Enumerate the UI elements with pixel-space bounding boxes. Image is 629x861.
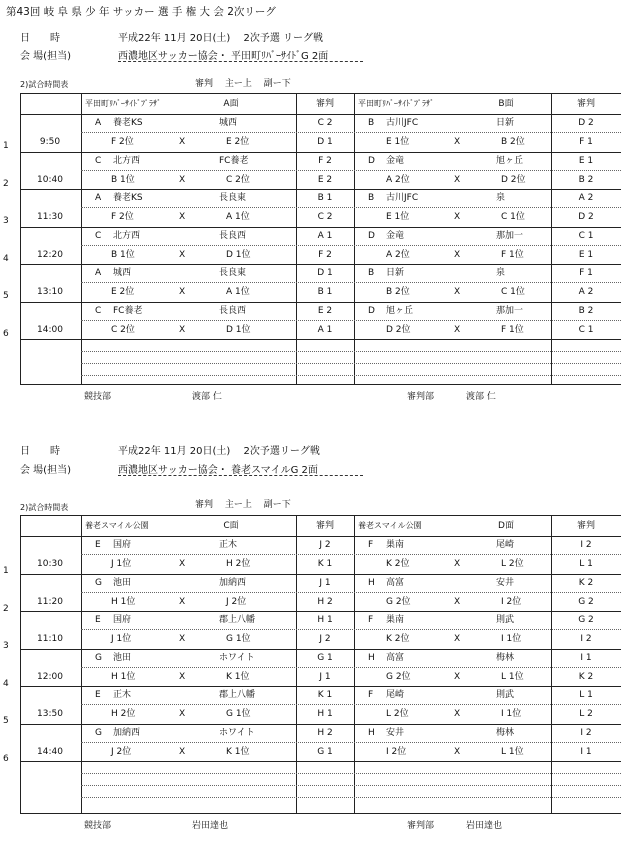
venue-header-left: 養老スマイル公園 [85,521,149,530]
match-number: 6 [3,753,9,764]
footer-left-name: 渡部 仁 [192,392,222,402]
team-away: 那加一 [496,305,524,316]
team-away: 梅林 [496,652,515,663]
vs-mark: X [179,324,186,335]
table-subrow-divider [81,132,621,133]
team-away: 則武 [496,690,515,700]
group-letter: D [368,305,375,316]
blank-row-divider [81,375,621,376]
table-column-divider [81,94,82,384]
group-letter: H [368,652,375,663]
group-letter: F [368,690,374,700]
court-header-left: C面 [223,521,239,531]
team-home: 旭ヶ丘 [386,305,414,316]
group-letter: C [95,230,102,241]
seed-away: D 2位 [501,174,526,185]
vs-mark: X [179,634,186,644]
referee-main: G 2 [578,615,594,625]
team-away: ホワイト [219,727,255,738]
group-letter: G [95,727,102,738]
seed-away: J 2位 [226,596,247,607]
seed-home: L 2位 [386,709,409,719]
venue-header-right: 平田町ﾘﾊﾞｰｻｲﾄﾞﾌﾟﾗｻﾞ [358,99,434,108]
referee-main: C 2 [317,118,333,128]
team-home: 巣南 [386,615,405,625]
seed-away: E 2位 [226,137,250,147]
referee-sub: G 1 [317,746,333,757]
team-away: 旭ヶ丘 [496,155,524,166]
date-label: 日 時 [20,446,60,457]
footer-left-label: 競技部 [84,821,112,831]
table-row-divider [21,724,621,725]
seed-away: C 1位 [501,212,525,222]
blank-row-divider [81,785,621,786]
seed-away: F 1位 [501,249,524,260]
referee-main: B 1 [317,193,333,203]
referee-main: G 1 [317,652,333,663]
group-letter: H [368,577,375,588]
seed-away: L 1位 [501,746,524,757]
match-number: 1 [3,566,9,576]
match-time: 10:30 [37,559,63,569]
seed-home: A 2位 [386,174,410,185]
team-away: 安井 [496,577,515,588]
team-away: 尾崎 [496,540,515,550]
team-home: FC養老 [113,305,143,316]
team-home: 養老KS [113,193,143,203]
blank-row-divider [81,773,621,774]
footer-right-name: 渡部 仁 [466,392,496,402]
vs-mark: X [454,249,461,260]
referee-sub: K 1 [317,559,333,569]
vs-mark: X [454,174,461,185]
seed-home: J 2位 [111,746,132,757]
date-label: 日 時 [20,33,60,44]
referee-header-left: 審判 [315,521,334,531]
referee-header-left: 審判 [315,99,334,109]
referee-main: E 2 [317,305,333,316]
seed-home: F 2位 [111,212,134,222]
group-letter: F [368,540,374,550]
court-header-right: B面 [498,99,514,109]
team-away: 長良東 [219,268,247,278]
group-letter: D [368,155,375,166]
group-letter: A [95,118,102,128]
blank-row-divider [81,363,621,364]
referee-header-right: 審判 [576,521,595,531]
seed-away: I 1位 [501,709,522,719]
group-letter: E [95,615,101,625]
team-away: 日新 [496,118,515,128]
venue-header-left: 平田町ﾘﾊﾞｰｻｲﾄﾞﾌﾟﾗｻﾞ [85,99,161,108]
team-away: 加納西 [219,577,247,588]
seed-away: F 1位 [501,324,524,335]
table-subrow-divider [81,704,621,705]
team-away: 長良西 [219,305,247,316]
referee-sub: C 1 [578,324,594,335]
match-number: 2 [3,178,9,189]
seed-home: F 2位 [111,137,134,147]
seed-home: E 1位 [386,212,410,222]
team-home: 北方西 [113,155,141,166]
team-home: 金竜 [386,155,405,166]
team-home: 古川JFC [386,118,419,128]
team-home: 金竜 [386,230,405,241]
seed-home: A 2位 [386,249,410,260]
team-home: 古川JFC [386,193,419,203]
group-letter: G [95,652,102,663]
seed-away: D 1位 [226,249,251,260]
table-subrow-divider [81,207,621,208]
seed-away: C 2位 [226,174,250,185]
venue-value: 西濃地区サッカー協会・ 平田町ﾘﾊﾞｰｻｲﾄﾞG 2面 [118,51,329,62]
referee-main: I 2 [580,540,592,550]
vs-mark: X [454,634,461,644]
table-subrow-divider [81,245,621,246]
referee-main: B 2 [578,305,594,316]
team-away: 正木 [219,540,238,550]
match-time: 14:00 [37,324,63,335]
referee-main: D 1 [317,268,333,278]
vs-mark: X [179,671,186,682]
seed-away: H 2位 [226,559,251,569]
venue-label: 会 場(担当) [20,465,71,476]
table-row-divider [21,189,621,190]
schedule-table [20,515,621,814]
table-subrow-divider [81,667,621,668]
group-letter: H [368,727,375,738]
referee-sub: H 1 [317,709,333,719]
vs-mark: X [454,287,461,297]
seed-home: B 2位 [386,287,410,297]
table-row-divider [21,686,621,687]
referee-note: 審判 主ー上 副ー下 [195,500,291,510]
vs-mark: X [454,671,461,682]
table-subrow-divider [81,170,621,171]
referee-main: F 1 [579,268,593,278]
referee-sub: H 2 [317,596,333,607]
table-subrow-divider [81,320,621,321]
referee-sub: J 1 [319,671,331,682]
referee-main: C 1 [578,230,594,241]
team-away: FC養老 [219,155,249,166]
table-column-divider [81,516,82,813]
footer-left-name: 岩田達也 [192,821,229,831]
blank-row-divider [81,351,621,352]
seed-away: K 1位 [226,671,250,682]
referee-main: D 2 [578,118,594,128]
table-row-divider [21,649,621,650]
match-time: 13:10 [37,287,63,297]
table-subrow-divider [81,629,621,630]
table-row-divider [21,574,621,575]
vs-mark: X [179,137,186,147]
group-letter: A [95,268,102,278]
referee-sub: D 1 [317,137,333,147]
table-row-divider [21,302,621,303]
seed-home: G 2位 [386,671,411,682]
seed-home: K 2位 [386,559,410,569]
team-home: 尾崎 [386,690,405,700]
seed-home: B 1位 [111,249,135,260]
team-home: 国府 [113,615,132,625]
referee-main: K 1 [317,690,333,700]
team-home: 北方西 [113,230,141,241]
referee-sub: A 1 [317,324,333,335]
seed-home: E 2位 [111,287,135,297]
seed-away: B 2位 [501,137,525,147]
vs-mark: X [179,709,186,719]
group-letter: F [368,615,374,625]
vs-mark: X [179,559,186,569]
match-number: 6 [3,328,9,339]
seed-home: J 1位 [111,559,132,569]
referee-sub: L 2 [579,709,593,719]
referee-sub: G 2 [578,596,594,607]
venue-value: 西濃地区サッカー協会・ 養老スマイルG 2面 [118,465,318,476]
seed-away: A 1位 [226,287,250,297]
seed-away: L 1位 [501,671,524,682]
match-number: 4 [3,678,9,689]
match-number: 4 [3,253,9,264]
table-header-divider [21,114,621,115]
group-letter: E [95,690,101,700]
group-letter: E [95,540,101,550]
seed-away: G 1位 [226,634,251,644]
referee-main: A 2 [578,193,594,203]
schedule-table [20,93,621,385]
referee-sub: E 2 [317,174,333,185]
seed-away: A 1位 [226,212,250,222]
team-home: 巣南 [386,540,405,550]
table-row-divider [21,227,621,228]
team-home: 正木 [113,690,132,700]
group-letter: A [95,193,102,203]
referee-main: I 1 [580,652,592,663]
vs-mark: X [179,212,186,222]
referee-sub: A 2 [578,287,594,297]
match-number: 1 [3,141,9,151]
group-letter: G [95,577,102,588]
referee-sub: I 2 [580,634,592,644]
date-value: 平成22年 11月 20日(土) 2次予選 リーグ戦 [118,33,324,44]
team-away: 泉 [496,268,506,278]
court-header-left: A面 [223,99,239,109]
referee-main: J 1 [319,577,331,588]
team-home: 高富 [386,577,405,588]
group-letter: B [368,268,375,278]
venue-underline [118,61,363,62]
referee-sub: B 1 [317,287,333,297]
referee-main: E 1 [578,155,594,166]
referee-sub: C 2 [317,212,333,222]
vs-mark: X [454,559,461,569]
seed-home: H 1位 [111,596,136,607]
footer-right-label: 審判部 [407,392,435,402]
team-away: 郡上八幡 [219,615,256,625]
team-home: 池田 [113,577,132,588]
referee-main: H 1 [317,615,333,625]
table-column-divider [354,94,355,384]
referee-sub: F 1 [579,137,593,147]
team-home: 加納西 [113,727,141,738]
seed-home: I 2位 [386,746,407,757]
team-home: 国府 [113,540,132,550]
referee-sub: I 1 [580,746,592,757]
table-column-divider [354,516,355,813]
match-number: 5 [3,716,9,726]
team-away: 則武 [496,615,515,625]
seed-home: G 2位 [386,596,411,607]
seed-home: J 1位 [111,634,132,644]
team-away: 那加一 [496,230,524,241]
seed-home: H 2位 [111,709,136,719]
referee-header-right: 審判 [576,99,595,109]
table-row-divider [21,264,621,265]
table-row-divider [21,152,621,153]
team-away: 長良東 [219,193,247,203]
match-time: 11:10 [37,634,63,644]
footer-left-label: 競技部 [84,392,112,402]
seed-away: C 1位 [501,287,525,297]
seed-home: C 2位 [111,324,135,335]
match-time: 11:20 [37,596,63,607]
table-row-divider [21,761,621,762]
venue-header-right: 養老スマイル公園 [358,521,422,530]
vs-mark: X [179,249,186,260]
table-subrow-divider [81,742,621,743]
team-home: 池田 [113,652,132,663]
page-title: 第43回 岐 阜 県 少 年 サッカー 選 手 権 大 会 2次リーグ [6,6,276,18]
venue-label: 会 場(担当) [20,51,71,62]
footer-right-label: 審判部 [407,821,435,831]
match-time: 12:20 [37,249,63,260]
seed-away: G 1位 [226,709,251,719]
team-away: 郡上八幡 [219,690,256,700]
team-home: 安井 [386,727,405,738]
table-subrow-divider [81,592,621,593]
team-away: 梅林 [496,727,515,738]
venue-underline [118,475,363,476]
table-row-divider [21,611,621,612]
vs-mark: X [454,709,461,719]
referee-sub: L 1 [579,559,593,569]
referee-main: K 2 [578,577,594,588]
vs-mark: X [454,137,461,147]
seed-home: H 1位 [111,671,136,682]
referee-sub: K 2 [578,671,594,682]
referee-sub: E 1 [578,249,594,260]
court-header-right: D面 [498,521,514,531]
team-away: 城西 [219,118,238,128]
table-row-divider [21,339,621,340]
referee-main: H 2 [317,727,333,738]
team-away: 泉 [496,193,506,203]
group-letter: B [368,193,375,203]
vs-mark: X [179,596,186,607]
blank-row-divider [81,797,621,798]
team-away: ホワイト [219,652,255,663]
seed-home: D 2位 [386,324,411,335]
seed-home: K 2位 [386,634,410,644]
referee-main: I 2 [580,727,592,738]
referee-main: F 2 [318,155,332,166]
schedule-label: 2)試合時間表 [20,80,69,89]
table-subrow-divider [81,282,621,283]
seed-away: I 2位 [501,596,522,607]
vs-mark: X [454,746,461,757]
match-time: 9:50 [39,137,61,147]
match-time: 13:50 [37,709,63,719]
group-letter: D [368,230,375,241]
seed-away: L 2位 [501,559,524,569]
team-home: 養老KS [113,118,143,128]
vs-mark: X [179,287,186,297]
referee-sub: J 2 [319,634,331,644]
schedule-label: 2)試合時間表 [20,503,69,512]
referee-sub: D 2 [578,212,594,222]
match-time: 14:40 [37,746,63,757]
vs-mark: X [179,174,186,185]
vs-mark: X [179,746,186,757]
referee-main: L 1 [579,690,593,700]
team-away: 長良西 [219,230,247,241]
seed-home: B 1位 [111,174,135,185]
seed-away: K 1位 [226,746,250,757]
seed-away: I 1位 [501,634,522,644]
referee-sub: B 2 [578,174,594,185]
group-letter: B [368,118,375,128]
vs-mark: X [454,324,461,335]
seed-home: E 1位 [386,137,410,147]
team-home: 高富 [386,652,405,663]
match-time: 11:30 [37,212,63,222]
match-number: 2 [3,603,9,614]
referee-sub: F 2 [318,249,332,260]
referee-main: J 2 [319,540,331,550]
vs-mark: X [454,212,461,222]
footer-right-name: 岩田達也 [466,821,503,831]
date-value: 平成22年 11月 20日(土) 2次予選リーグ戦 [118,446,320,457]
referee-note: 審判 主ー上 副ー下 [195,79,291,89]
match-number: 5 [3,291,9,301]
match-number: 3 [3,641,9,651]
vs-mark: X [454,596,461,607]
match-time: 10:40 [37,174,63,185]
team-home: 日新 [386,268,405,278]
group-letter: C [95,305,102,316]
referee-main: A 1 [317,230,333,241]
table-header-divider [21,536,621,537]
match-time: 12:00 [37,671,63,682]
table-subrow-divider [81,554,621,555]
seed-away: D 1位 [226,324,251,335]
match-number: 3 [3,216,9,226]
group-letter: C [95,155,102,166]
team-home: 城西 [113,268,132,278]
